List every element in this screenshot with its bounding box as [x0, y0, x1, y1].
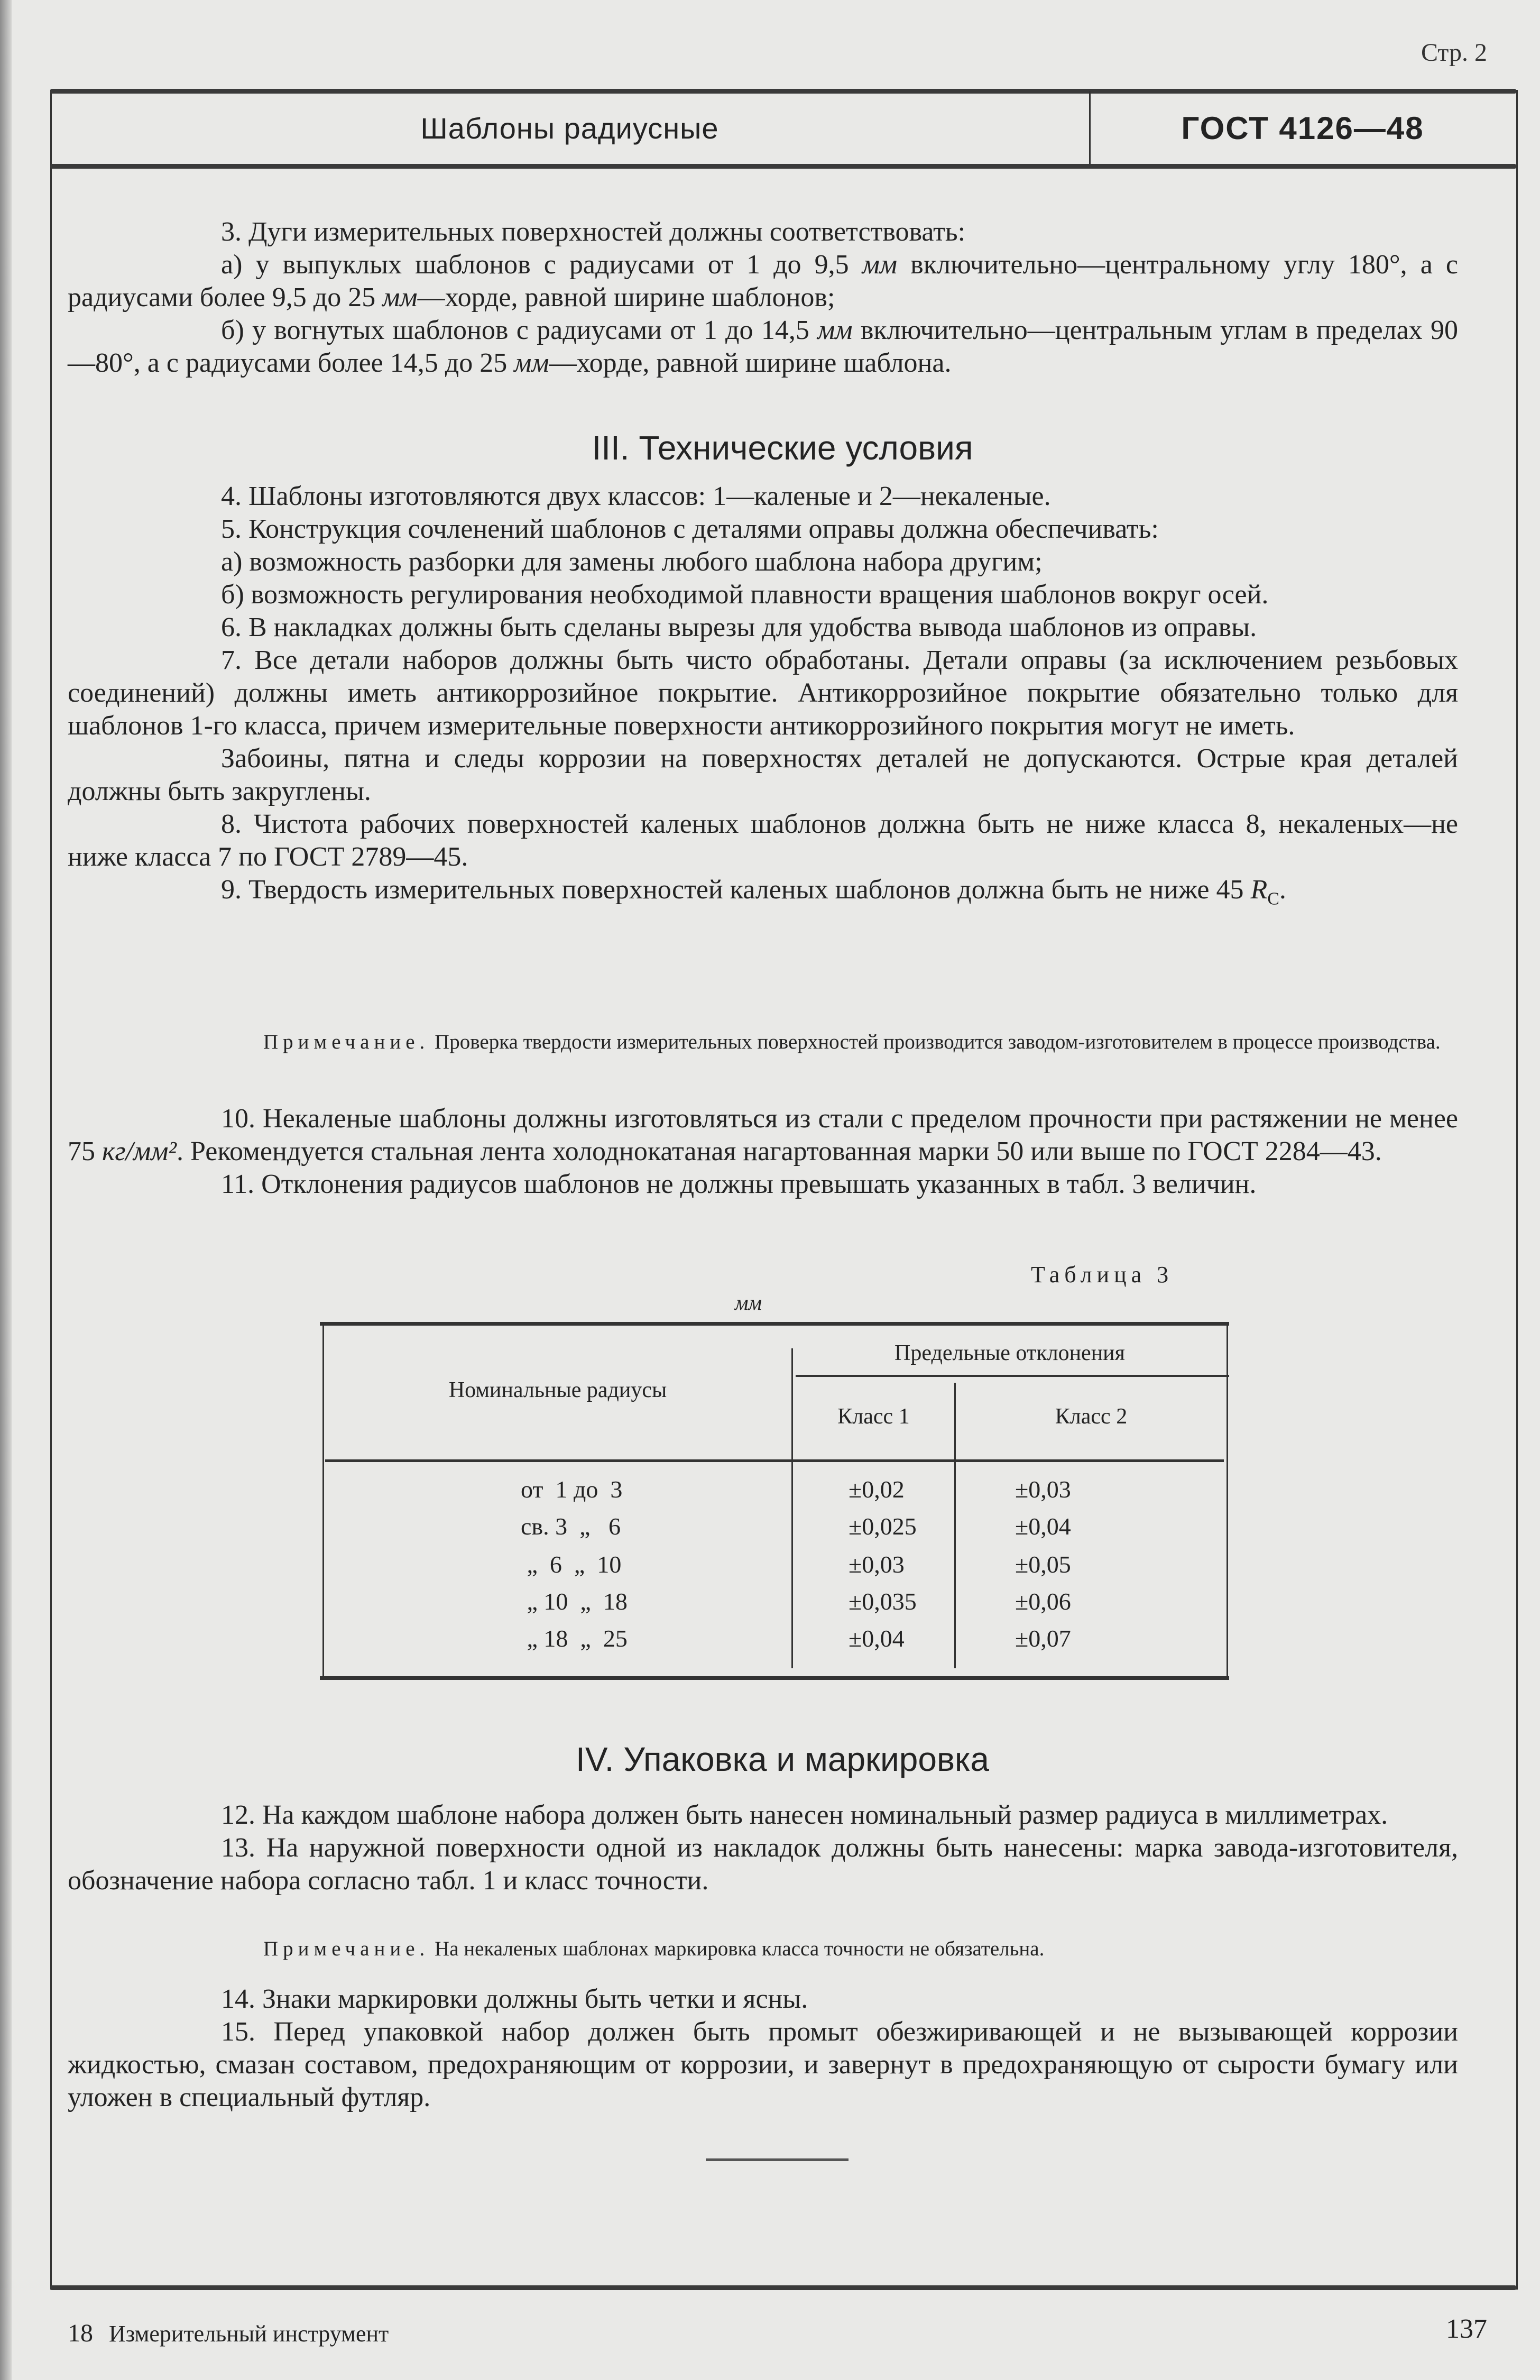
- clause-11: 11. Отклонения радиусов шаблонов не должны превышать указанных в табл. 3 величин.: [221, 1169, 1257, 1199]
- footer-collection-title: Измерительный инструмент: [109, 2321, 389, 2347]
- clause-7-defects: Забоины, пятна и следы коррозии на поверхностях деталей не допускаются. Острые края деталей должны быть закруглены.: [68, 743, 1458, 806]
- clause-5b: б) возможность регулирования необходимой плавности вращения шаблонов вокруг осей.: [221, 580, 1269, 610]
- header-nominal-radius: Номинальные радиусы: [448, 1378, 667, 1402]
- section-3-body-cont: [68, 1102, 1458, 1201]
- section-4-title: IV. Упаковка и маркировка: [576, 1740, 989, 1778]
- tolerance-table: Номинальные радиусы Предельные отклонения Класс 1 Класс 2 от 1 до 3 ±0,02 ±0,03 св. 3 „ 6 ±0,025 ±0,04 „ 6 „ 10 ±0,03 ±0,05 „ 10 „ 18 ±0,035 ±0,06 „ 18 „ 25 ±0,04 ±0,07: [320, 1322, 1229, 1681]
- footer-rule: [50, 2285, 1516, 2290]
- clause-15: 15. Перед упаковкой набор должен быть промыт обезжиривающей и не вызывающей коррозии жидкостью, смазан составом, предохраняющим от коррозии, и завернут в предохраняющую от сырости бумагу или уложен в специальный футляр.: [68, 2017, 1458, 2112]
- footer-page-number: 137: [1446, 2314, 1487, 2344]
- clause-9: 9. Твердость измерительных поверхностей каленых шаблонов должна быть не ниже 45 $R_C$.: [221, 875, 1286, 909]
- table-unit: мм: [735, 1291, 762, 1315]
- clause-3-intro: 3. Дуги измерительных поверхностей должны соответствовать:: [221, 217, 966, 247]
- header-class-1: Класс 1: [837, 1404, 910, 1429]
- clause-12: 12. На каждом шаблоне набора должен быть нанесен номинальный размер радиуса в миллиметрах.: [221, 1800, 1388, 1830]
- note-hardness: Примечание. Проверка твердости измерительных поверхностей производится заводом-изготовителем в процессе производства.: [263, 1031, 1441, 1053]
- standard-number: ГОСТ 4126—48: [1181, 111, 1424, 146]
- clause-13: 13. На наружной поверхности одной из накладок должны быть нанесены: марка завода-изготовителя, обозначение набора согласно табл. 1 и класс точности.: [68, 1833, 1458, 1896]
- note-label: Примечание.: [263, 1937, 430, 1960]
- clause-6: 6. В накладках должны быть сделаны вырезы для удобства вывода шаблонов из оправы.: [221, 612, 1257, 642]
- page-binding-shadow: [0, 0, 12, 2380]
- note-marking: Примечание. На некаленых шаблонах маркировка класса точности не обязательна.: [263, 1937, 1045, 1960]
- header-bottom-rule: [50, 164, 1516, 169]
- section-4-body-cont: [68, 1983, 1458, 2114]
- table-caption: Таблица 3: [1031, 1262, 1174, 1288]
- clause-7: 7. Все детали наборов должны быть чисто обработаны. Детали оправы (за исключением резьбовых соединений) должны иметь антикоррозийное покрытие. Антикоррозийное покрытие обязательно только для шаблонов 1-го класса, причем измерительные поверхности антикоррозийного покрытия могут не иметь.: [68, 645, 1458, 741]
- note-label: Примечание.: [263, 1031, 430, 1053]
- clause-8: 8. Чистота рабочих поверхностей каленых шаблонов должна быть не ниже класса 8, некаленых—не ниже класса 7 по ГОСТ 2789—45.: [68, 809, 1458, 872]
- page-label: Стр. 2: [1421, 39, 1487, 67]
- clause-14: 14. Знаки маркировки должны быть четки и ясны.: [221, 1984, 808, 2014]
- end-rule: [706, 2158, 849, 2161]
- section-3-title: III. Технические условия: [592, 429, 973, 467]
- section-4-body: [68, 1799, 1458, 1897]
- clause-5a: а) возможность разборки для замены любого шаблона набора другим;: [221, 547, 1043, 577]
- footer-left-number: 18: [68, 2319, 93, 2347]
- header-class-2: Класс 2: [1055, 1404, 1128, 1429]
- footer-left: [68, 2319, 389, 2348]
- document-title: Шаблоны радиусные: [420, 112, 719, 145]
- clause-3: [68, 216, 1458, 380]
- header-top-rule: [50, 89, 1516, 94]
- clause-4: 4. Шаблоны изготовляются двух классов: 1—каленые и 2—некаленые.: [221, 481, 1051, 511]
- clause-5: 5. Конструкция сочленений шаблонов с деталями оправы должна обеспечивать:: [221, 514, 1159, 544]
- clause-3b: б) у вогнутых шаблонов с радиусами от 1 до 14,5 мм включительно—центральным углам в пределах 90—80°, а с радиусами более 14,5 до 25 мм—хорде, равной ширине шаблона.: [68, 315, 1459, 378]
- clause-10: 10. Некаленые шаблоны должны изготовляться из стали с пределом прочности при растяжении не менее 75 кг/мм². Рекомендуется стальная лента холоднокатаная нагартованная марки 50 или выше по ГОСТ 2284—43.: [68, 1104, 1458, 1166]
- header-limit-deviations: Предельные отклонения: [895, 1341, 1125, 1365]
- section-3-body: [68, 480, 1458, 915]
- clause-3a: а) у выпуклых шаблонов с радиусами от 1 до 9,5 мм включительно—центральному углу 180°, а с радиусами более 9,5 до 25 мм—хорде, равной ширине шаблонов;: [68, 250, 1458, 313]
